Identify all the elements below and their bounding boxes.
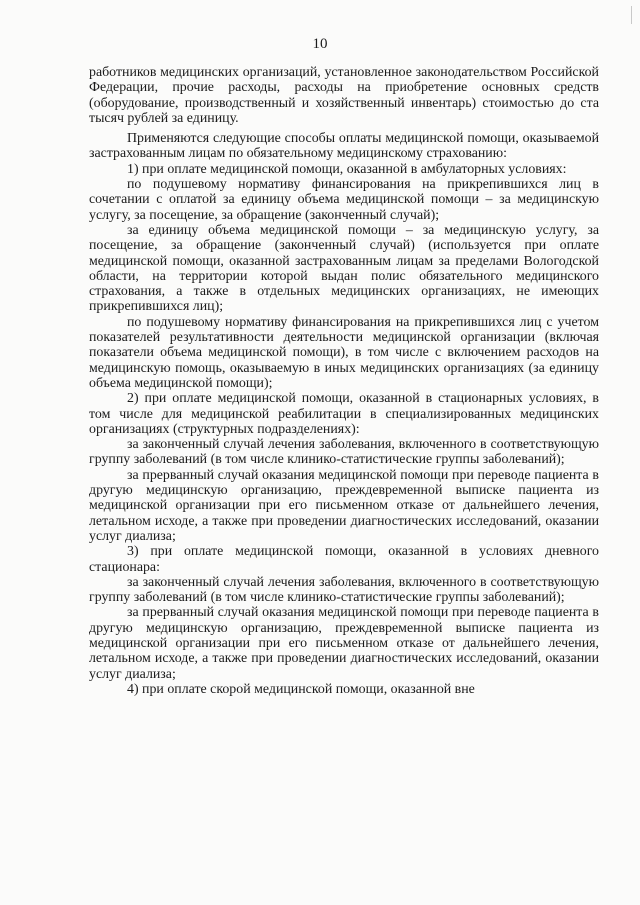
paragraph-per-unit-volume: за единицу объема медицинской помощи – за медицинскую услугу, за посещение, за обращение (законченный случай) (используется при оплате медицинской помощи, оказанной застрахованным лицам за пределами Вологодской области, на территории которой выдан полис обязательного медицинского страхования, а также в отдельных медицинских организациях, не имеющих прикрепившихся лиц); xyxy=(89,222,599,315)
paragraph-continuation: работников медицинских организаций, установленное законодательством Российской Федерации, прочие расходы, расходы на приобретение основных средств (оборудование, производственный и хозяйственный инвентарь) стоимостью до ста тысяч рублей за единицу. xyxy=(89,65,599,126)
paragraph-item-3-day-hospital: 3) при оплате медицинской помощи, оказанной в условиях дневного стационара: xyxy=(89,544,599,575)
paragraph-item-1-outpatient: 1) при оплате медицинской помощи, оказанной в амбулаторных условиях: xyxy=(127,161,567,177)
margin-mark xyxy=(631,6,632,24)
paragraph-interrupted-case-inpatient: за прерванный случай оказания медицинской помощи при переводе пациента в другую медицинскую организацию, преждевременной выписке пациента из медицинской организации при его письменном отказе от дальнейшего лечения, летальном исходе, а также при проведении диагностических исследований, оказании услуг диализа; xyxy=(89,467,599,544)
paragraph-completed-case-inpatient: за законченный случай лечения заболевания, включенного в соответствующую группу заболеваний (в том числе клинико-статистические группы заболеваний); xyxy=(89,437,599,468)
paragraph-item-4-ambulance: 4) при оплате скорой медицинской помощи, оказанной вне xyxy=(127,681,475,697)
page-number: 10 xyxy=(312,36,328,52)
paragraph-payment-methods-intro: Применяются следующие способы оплаты медицинской помощи, оказываемой застрахованным лицам по обязательному медицинскому страхованию: xyxy=(89,131,599,162)
paragraph-interrupted-case-day-hospital: за прерванный случай оказания медицинской помощи при переводе пациента в другую медицинскую организацию, преждевременной выписке пациента из медицинской организации при его письменном отказе от дальнейшего лечения, летальном исходе, а также при проведении диагностических исследований, оказании услуг диализа; xyxy=(89,605,599,682)
paragraph-per-capita-performance: по подушевому нормативу финансирования на прикрепившихся лиц с учетом показателей результативности деятельности медицинской организации (включая показатели объема медицинской помощи), в том числе с включением расходов на медицинскую помощь, оказываемую в иных медицинских организациях (за единицу объема медицинской помощи); xyxy=(89,314,599,391)
paragraph-item-2-inpatient: 2) при оплате медицинской помощи, оказанной в стационарных условиях, в том числе для медицинской реабилитации в специализированных медицинских организациях (структурных подразделениях): xyxy=(89,391,599,437)
paragraph-per-capita-combined: по подушевому нормативу финансирования на прикрепившихся лиц в сочетании с оплатой за единицу объема медицинской помощи – за медицинскую услугу, за посещение, за обращение (законченный случай); xyxy=(89,177,599,223)
document-body xyxy=(89,65,599,697)
paragraph-completed-case-day-hospital: за законченный случай лечения заболевания, включенного в соответствующую группу заболеваний (в том числе клинико-статистические группы заболеваний); xyxy=(89,574,599,606)
